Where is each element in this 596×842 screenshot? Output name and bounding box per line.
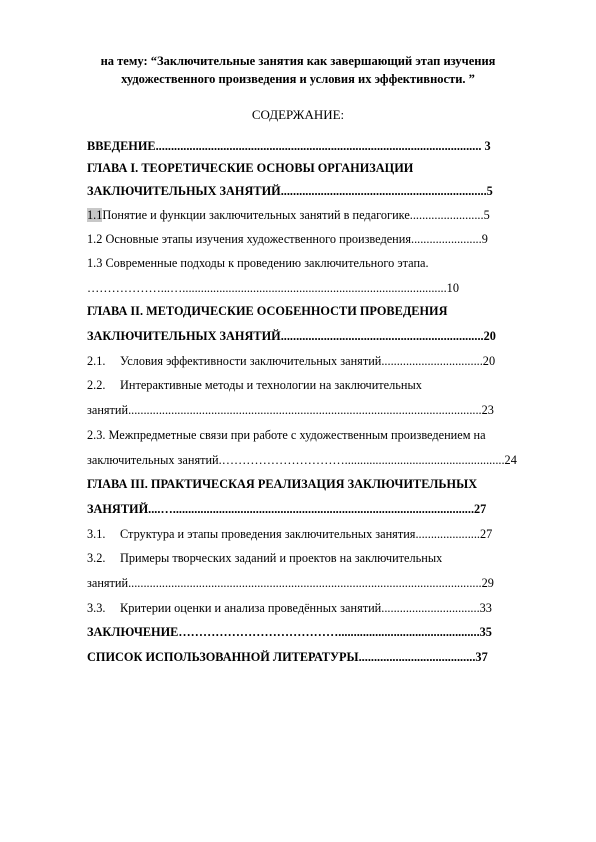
toc-entry-chapter-1-line-1: ГЛАВА I. ТЕОРЕТИЧЕСКИЕ ОСНОВЫ ОРГАНИЗАЦИИ: [87, 161, 414, 175]
toc-entry-3-1-text: Структура и этапы проведения заключительных занятия.....................27: [120, 527, 493, 541]
toc-entry-3-3-text: Критерии оценки и анализа проведённых занятий................................33: [120, 601, 492, 615]
toc-entry-introduction: ВВЕДЕНИЕ.......................................................................................................... 3: [87, 139, 491, 153]
toc-entry-conclusion: ЗАКЛЮЧЕНИЕ…………………………………..............................................35: [87, 625, 492, 639]
toc-entry-chapter-3-line-1: ГЛАВА III. ПРАКТИЧЕСКАЯ РЕАЛИЗАЦИЯ ЗАКЛЮЧИТЕЛЬНЫХ: [87, 477, 478, 491]
toc-entry-3-3: [87, 597, 492, 619]
toc-entry-2-2-number: 2.2.: [87, 378, 106, 392]
toc-entry-1-1-text: Понятие и функции заключительных занятий в педагогике........................5: [102, 208, 490, 222]
toc-entry-2-2-line-1: [87, 374, 422, 396]
topic-line-1: на тему: “Заключительные занятия как завершающий этап изучения: [100, 54, 496, 68]
toc-entry-3-2-text: Примеры творческих заданий и проектов на заключительных: [120, 551, 443, 565]
toc-entry-1-3-line-2: ………………...…......................................................................................10: [87, 281, 459, 295]
toc-entry-3-1: [87, 523, 492, 545]
toc-entry-2-3-line-1: 2.3. Межпредметные связи при работе с художественным произведением на: [87, 428, 486, 442]
toc-entry-3-2-line-2: занятий...................................................................................................................29: [87, 576, 494, 590]
document-topic: [70, 52, 526, 88]
toc-entry-1-2: 1.2 Основные этапы изучения художественного произведения.......................9: [87, 232, 488, 246]
toc-entry-chapter-1-line-2: ЗАКЛЮЧИТЕЛЬНЫХ ЗАНЯТИЙ...................................................................5: [87, 184, 493, 198]
toc-heading: СОДЕРЖАНИЕ:: [251, 107, 345, 122]
toc-entry-1-1: [87, 204, 490, 226]
toc-entry-chapter-3-line-2: ЗАНЯТИЙ....…..................................................................................................27: [87, 502, 487, 516]
toc-entry-3-3-number: 3.3.: [87, 601, 106, 615]
toc-entry-chapter-2-line-2: ЗАКЛЮЧИТЕЛЬНЫХ ЗАНЯТИЙ..................................................................20: [87, 329, 496, 343]
toc-entry-3-1-number: 3.1.: [87, 527, 106, 541]
toc-entry-references: СПИСОК ИСПОЛЬЗОВАННОЙ ЛИТЕРАТУРЫ......................................37: [87, 650, 488, 664]
toc-entry-2-2-text: Интерактивные методы и технологии на заключительных: [120, 378, 422, 392]
toc-entry-1-3-line-1: 1.3 Современные подходы к проведению заключительного этапа.: [87, 256, 429, 270]
toc-entry-1-1-number: 1.1: [87, 208, 103, 222]
toc-entry-2-3-line-2: заключительных занятий.…………………………....................................................24: [87, 453, 517, 467]
topic-line-2: художественного произведения и условия их эффективности. ”: [121, 72, 475, 86]
toc-entry-2-1-number: 2.1.: [87, 354, 106, 368]
toc-entry-2-1-text: Условия эффективности заключительных занятий.................................20: [120, 354, 496, 368]
toc-entry-2-1: [87, 350, 495, 372]
toc-entry-3-2-line-1: [87, 547, 442, 569]
toc-entry-2-2-line-2: занятий...................................................................................................................23: [87, 403, 494, 417]
toc-entry-chapter-2-line-1: ГЛАВА II. МЕТОДИЧЕСКИЕ ОСОБЕННОСТИ ПРОВЕДЕНИЯ: [87, 304, 448, 318]
toc-entry-3-2-number: 3.2.: [87, 551, 106, 565]
